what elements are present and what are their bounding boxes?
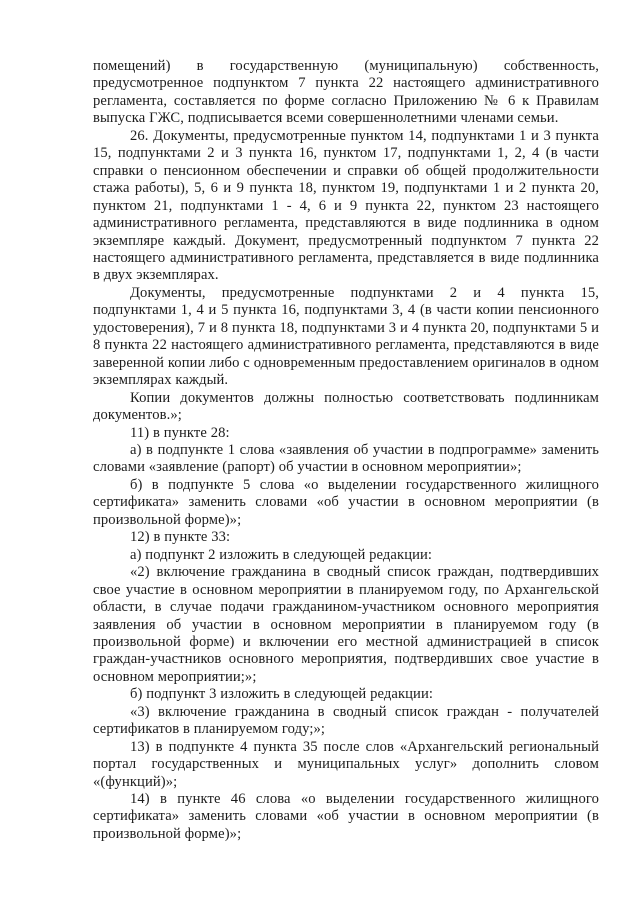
paragraph-item-12b: б) подпункт 3 изложить в следующей редакции: <box>130 686 434 703</box>
paragraph-item-11a: а) в подпункте 1 слова «заявления об участии в подпрограмме» заменить словами «заявление (рапорт) об участии в основном мероприятии»; <box>93 441 599 476</box>
document-page <box>93 58 599 843</box>
paragraph-item-12a-quote: «2) включение гражданина в сводный список граждан, подтвердивших свое участие в основном мероприятии в планируемом году, по Архангельской области, в случае подачи гражданином-участником основного мероприятия заявления об участии в основном мероприятии в планируемом году (в произвольной форме) и включении его местной администрацией в список граждан-участников основного мероприятия, подтвердивших свое участие в основном мероприятии;»; <box>93 564 599 685</box>
paragraph-item-14: 14) в пункте 46 слова «о выделении государственного жилищного сертификата» заменить словами «об участии в основном мероприятии (в произвольной форме)»; <box>93 791 599 842</box>
paragraph-item-26: 26. Документы, предусмотренные пунктом 14, подпунктами 1 и 3 пункта 15, подпунктами 2 и 3 пункта 16, пунктом 17, подпунктами 1, 2, 4 (в части справки о пенсионном обеспечении и справки об общей продолжительности стажа работы), 5, 6 и 9 пункта 18, пунктом 19, подпунктами 1 и 2 пункта 20, пунктом 21, подпунктами 1 - 4, 6 и 9 пункта 22, пунктом 23 настоящего административного регламента, представляются в виде подлинника в одном экземпляре каждый. Документ, предусмотренный подпунктом 7 пункта 22 настоящего административного регламента, представляется в виде подлинника в двух экземплярах. <box>93 127 599 284</box>
paragraph-continuation: помещений) в государственную (муниципальную) собственность, предусмотренное подпунктом 7 пункта 22 настоящего административного регламента, составляется по форме согласно Приложению № 6 к Правилам выпуска ГЖС, подписывается всеми совершеннолетними членами семьи. <box>93 58 599 127</box>
paragraph-item-11: 11) в пункте 28: <box>130 424 230 441</box>
paragraph-item-11b: б) в подпункте 5 слова «о выделении государственного жилищного сертификата» заменить словами «об участии в основном мероприятии (в произвольной форме)»; <box>93 476 599 528</box>
paragraph-copies-match: Копии документов должны полностью соответствовать подлинникам документов.»; <box>93 389 599 424</box>
paragraph-documents-copies: Документы, предусмотренные подпунктами 2 и 4 пункта 15, подпунктами 1, 4 и 5 пункта 16, подпунктами 3, 4 (в части копии пенсионного удостоверения), 7 и 8 пункта 18, подпунктами 3 и 4 пункта 20, подпунктами 5 и 8 пункта 22 настоящего административного регламента, представляются в виде заверенной копии либо с одновременным предоставлением оригиналов в одном экземплярах каждый. <box>93 284 599 389</box>
paragraph-item-12: 12) в пункте 33: <box>130 529 231 546</box>
paragraph-item-12a: а) подпункт 2 изложить в следующей редакции: <box>130 546 433 563</box>
paragraph-item-13: 13) в подпункте 4 пункта 35 после слов «Архангельский региональный портал государственных и муниципальных услуг» дополнить словом «(функций)»; <box>93 738 599 790</box>
paragraph-item-12b-quote: «3) включение гражданина в сводный список граждан - получателей сертификатов в планируемом году;»; <box>93 703 599 738</box>
